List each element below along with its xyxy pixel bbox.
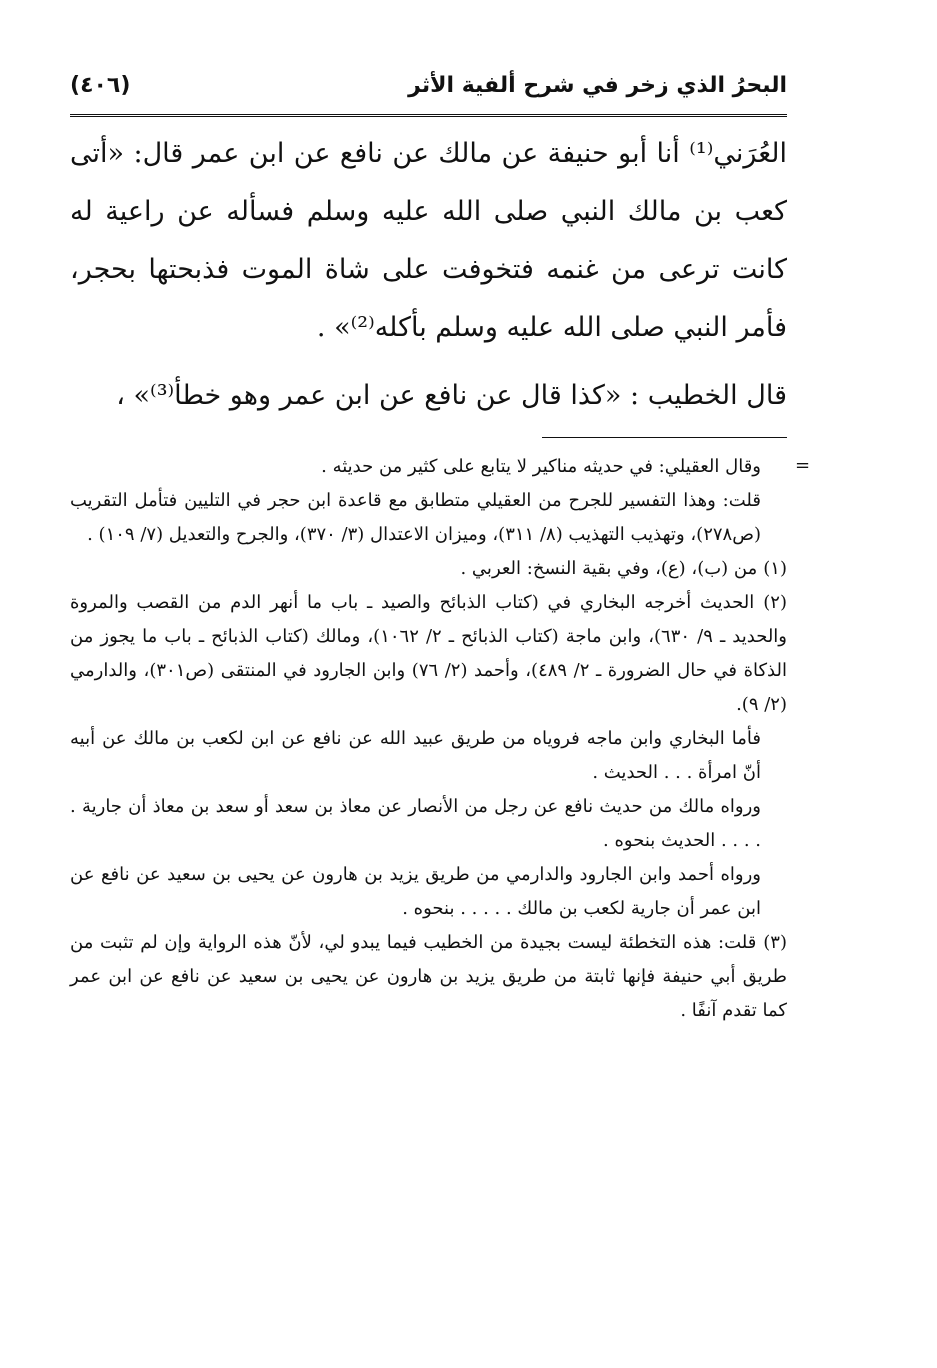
page-header (70, 60, 787, 110)
main-text (70, 125, 787, 425)
footnote-3 (70, 926, 787, 1028)
footnote-2-paragraph: ورواه مالك من حديث نافع عن رجل من الأنصار عن معاذ بن سعد أو سعد بن معاذ أن جارية . . . . . الحديث بنحوه . (70, 796, 761, 851)
footnote-text: قلت: هذه التخطئة ليست بجيدة من الخطيب فيما يبدو لي، لأنّ هذه الرواية وإن لم تثبت من طريق أبي حنيفة فإنها ثابتة من طريق يزيد بن هارون عن يحيى بن سعيد عن نافع عن ابن عمر كما تقدم آنفًا . (70, 932, 787, 1021)
footnote-2-paragraph: ورواه أحمد وابن الجارود والدارمي من طريق يزيد بن هارون عن يحيى بن سعيد عن نافع عن ابن عمر أن جارية لكعب بن مالك . . . . . بنحوه . (70, 864, 761, 919)
footnote-2-paragraph: فأما البخاري وابن ماجه فروياه من طريق عبيد الله عن نافع عن ابن لكعب بن مالك عن أبيه أنّ امرأة . . . الحديث . (70, 728, 761, 783)
footnote-number: (١) (763, 558, 787, 579)
footnote-number: (٣) (763, 932, 787, 953)
page-number: (٤٠٦) (70, 72, 131, 98)
header-divider (70, 114, 787, 117)
footnote-divider (542, 437, 787, 438)
running-title: البحرُ الذي زخر في شرح ألفية الأثر (408, 72, 787, 98)
main-paragraph: العُرَني⁽¹⁾ أنا أبو حنيفة عن مالك عن نافع عن ابن عمر قال: «أتى كعب بن مالك النبي صلى الله عليه وسلم فسأله عن راعية له كانت ترعى من غنمه فتخوفت على شاة الموت فذبحتها بحجر، فأمر النبي صلى الله عليه وسلم بأكله⁽²⁾» . (70, 138, 787, 343)
footnote-number: (٢) (763, 592, 787, 613)
main-paragraph: قال الخطيب : «كذا قال عن نافع عن ابن عمر وهو خطأ⁽³⁾» ، (116, 380, 787, 411)
footnote-text: الحديث أخرجه البخاري في (كتاب الذبائح والصيد ـ باب ما أنهر الدم من القصب والمروة والحديد ـ ٩/ ٦٣٠)، وابن ماجة (كتاب الذبائح ـ ٢/ ١٠٦٢)، ومالك (كتاب الذبائح ـ باب ما يجوز من الذكاة في حال الضرورة ـ ٢/ ٤٨٩)، وأحمد (٢/ ٧٦) وابن الجارود في المنتقى (ص٣٠١)، والدارمي (٢/ ٩). (70, 592, 787, 715)
footnote-continuation-line: قلت: وهذا التفسير للجرح من العقيلي متطابق مع قاعدة ابن حجر في التليين فتأمل التقريب (ص٢٧٨)، وتهذيب التهذيب (٨/ ٣١١)، وميزان الاعتدال (٣/ ٣٧٠)، والجرح والتعديل (٧/ ١٠٩) . (70, 490, 761, 545)
footnote-continuation-line: وقال العقيلي: في حديثه مناكير لا يتابع على كثير من حديثه . (321, 456, 761, 477)
footnotes-section (70, 450, 787, 1028)
footnote-text: من (ب)، (ع)، وفي بقية النسخ: العربي . (460, 558, 758, 579)
footnote-1 (70, 552, 787, 586)
footnote-2 (70, 586, 787, 722)
footnote-continuation-marker: = (795, 455, 811, 476)
